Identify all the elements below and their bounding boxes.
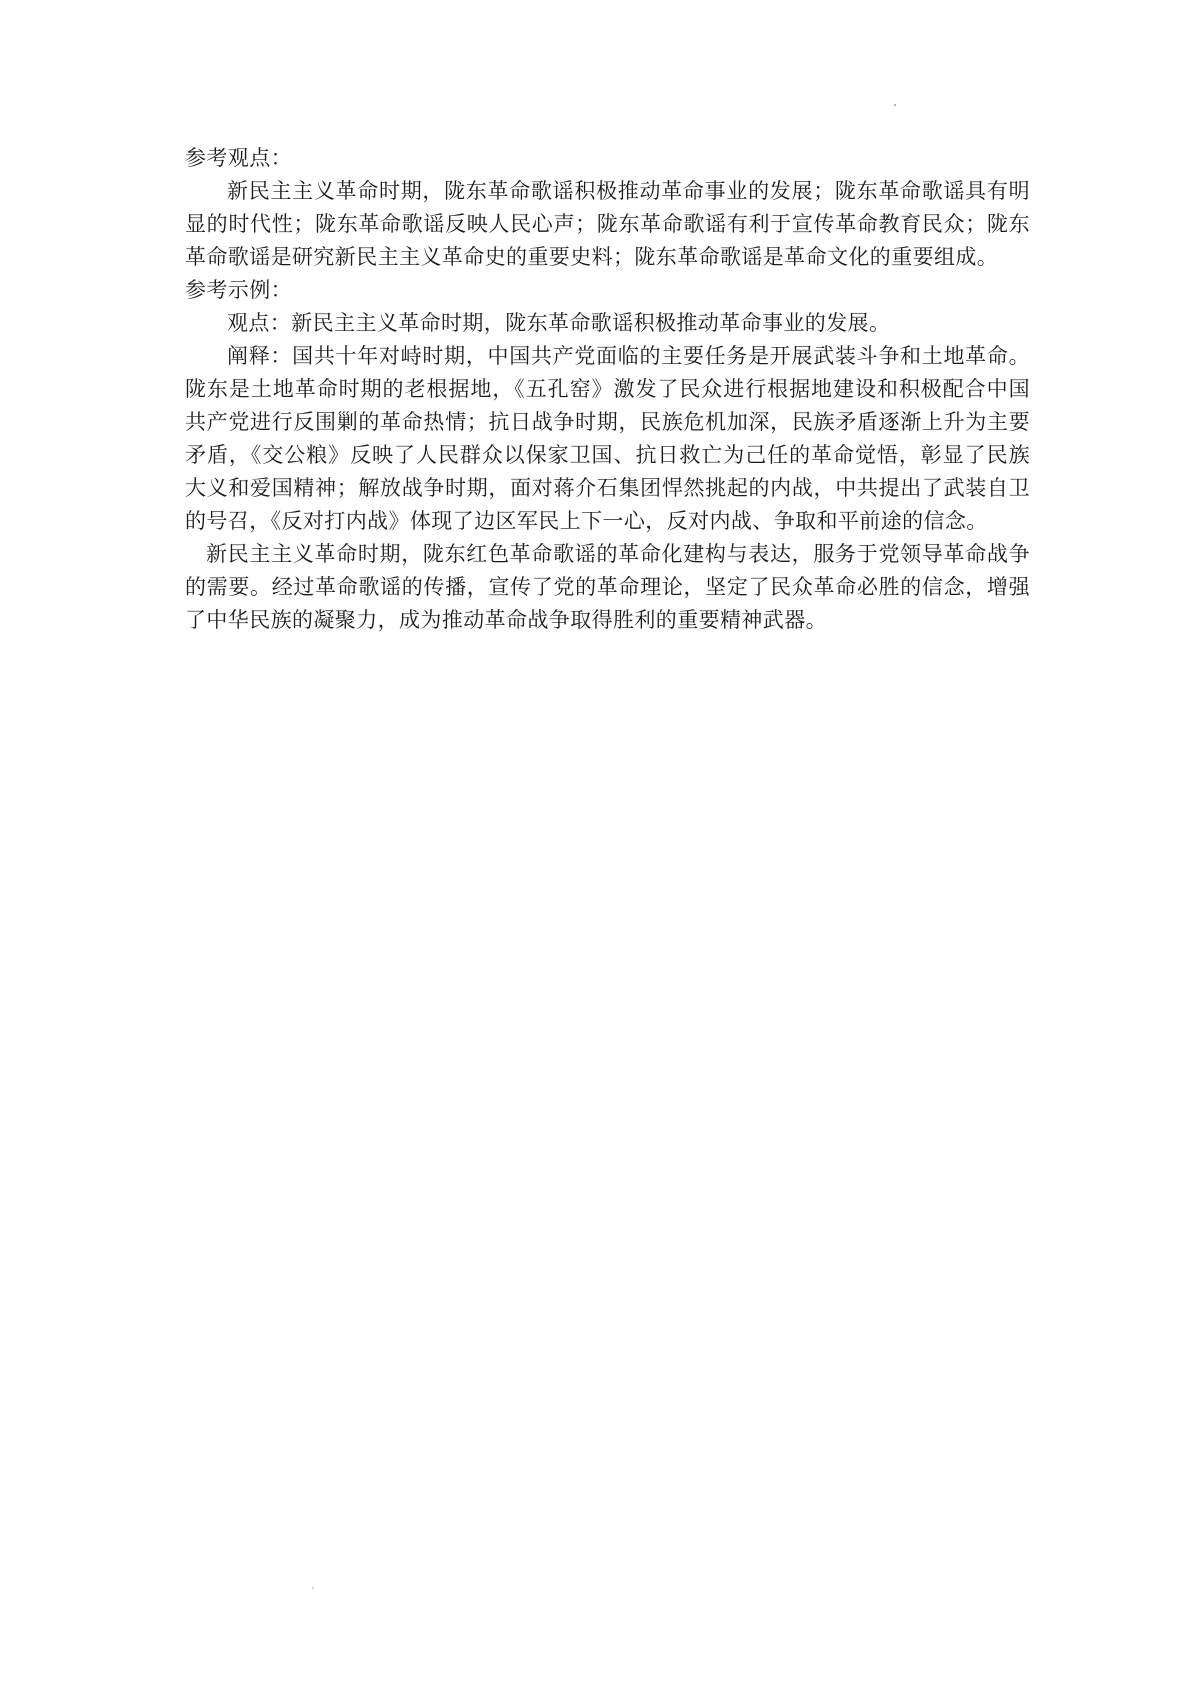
reference-views-paragraph: 新民主主义革命时期，陇东革命歌谣积极推动革命事业的发展；陇东革命歌谣具有明显的时代性；陇东革命歌谣反映人民心声；陇东革命歌谣有利于宣传革命教育民众；陇东革命歌谣是研究新民主主义革命史的重要史料；陇东革命歌谣是革命文化的重要组成。: [185, 179, 1030, 269]
reference-example-heading: 参考示例：: [185, 278, 292, 302]
example-view-paragraph: 观点：新民主主义革命时期，陇东革命歌谣积极推动革命事业的发展。: [227, 311, 891, 335]
scan-speck: [312, 1587, 314, 1589]
example-explanation-paragraph: 阐释：国共十年对峙时期，中国共产党面临的主要任务是开展武装斗争和土地革命。陇东是土地革命时期的老根据地，《五孔窑》激发了民众进行根据地建设和积极配合中国共产党进行反围剿的革命热情；抗日战争时期，民族危机加深，民族矛盾逐渐上升为主要矛盾，《交公粮》反映了人民群众以保家卫国、抗日救亡为己任的革命觉悟，彰显了民族大义和爱国精神；解放战争时期，面对蒋介石集团悍然挑起的内战，中共提出了武装自卫的号召，《反对打内战》体现了边区军民上下一心，反对内战、争取和平前途的信念。: [185, 344, 1030, 533]
conclusion-paragraph: 新民主主义革命时期，陇东红色革命歌谣的革命化建构与表达，服务于党领导革命战争的需要。经过革命歌谣的传播，宣传了党的革命理论，坚定了民众革命必胜的信念，增强了中华民族的凝聚力，成为推动革命战争取得胜利的重要精神武器。: [185, 542, 1030, 632]
document-body: [185, 142, 1030, 637]
reference-views-heading: 参考观点：: [185, 146, 292, 170]
scan-speck: [894, 104, 896, 106]
